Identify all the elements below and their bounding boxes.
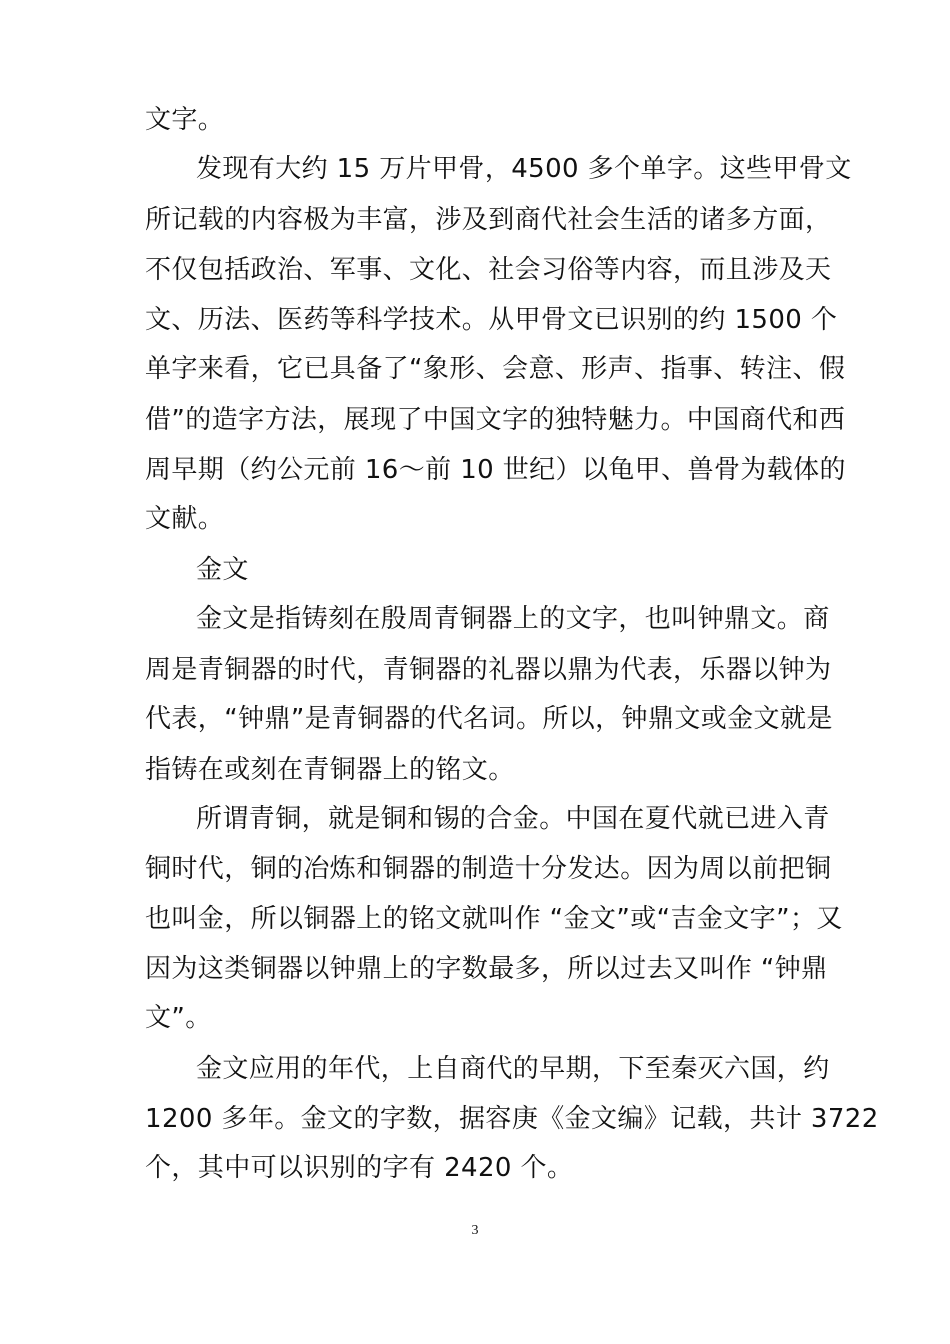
text-line: 周是青铜器的时代，青铜器的礼器以鼎为代表，乐器以钟为 [145, 655, 832, 685]
text-line: 个，其中可以识别的字有 2420 个。 [145, 1153, 574, 1183]
text-line: 文字。 [145, 105, 225, 135]
text-line: 借”的造字方法，展现了中国文字的独特魅力。中国商代和西 [145, 405, 846, 435]
text-line: 铜时代，铜的冶炼和铜器的制造十分发达。因为周以前把铜 [145, 854, 832, 884]
text-line: 文献。 [145, 504, 225, 534]
text-line: 指铸在或刻在青铜器上的铭文。 [145, 755, 515, 785]
section-heading: 金文 [196, 555, 249, 585]
text-line: 1200 多年。金文的字数，据容庚《金文编》记载，共计 3722 [145, 1104, 879, 1134]
text-line: 周早期（约公元前 16～前 10 世纪）以龟甲、兽骨为载体的 [145, 455, 846, 485]
text-line: 不仅包括政治、军事、文化、社会习俗等内容，而且涉及天 [145, 255, 832, 285]
text-line: 发现有大约 15 万片甲骨，4500 多个单字。这些甲骨文 [196, 154, 852, 184]
text-line: 金文应用的年代，上自商代的早期，下至秦灭六国，约 [196, 1054, 830, 1084]
text-line: 也叫金，所以铜器上的铭文就叫作 “金文”或“吉金文字”；又 [145, 904, 843, 934]
page-number: 3 [471, 1223, 479, 1238]
text-line: 所谓青铜，就是铜和锡的合金。中国在夏代就已进入青 [196, 804, 830, 834]
text-line: 文”。 [145, 1003, 212, 1033]
text-line: 金文是指铸刻在殷周青铜器上的文字，也叫钟鼎文。商 [196, 604, 830, 634]
text-line: 文、历法、医药等科学技术。从甲骨文已识别的约 1500 个 [145, 305, 838, 335]
text-line: 因为这类铜器以钟鼎上的字数最多，所以过去又叫作 “钟鼎 [145, 954, 828, 984]
text-line: 代表，“钟鼎”是青铜器的代名词。所以，钟鼎文或金文就是 [145, 704, 833, 734]
text-line: 单字来看，它已具备了“象形、会意、形声、指事、转注、假 [145, 354, 846, 384]
text-line: 所记载的内容极为丰富，涉及到商代社会生活的诸多方面， [145, 205, 832, 235]
